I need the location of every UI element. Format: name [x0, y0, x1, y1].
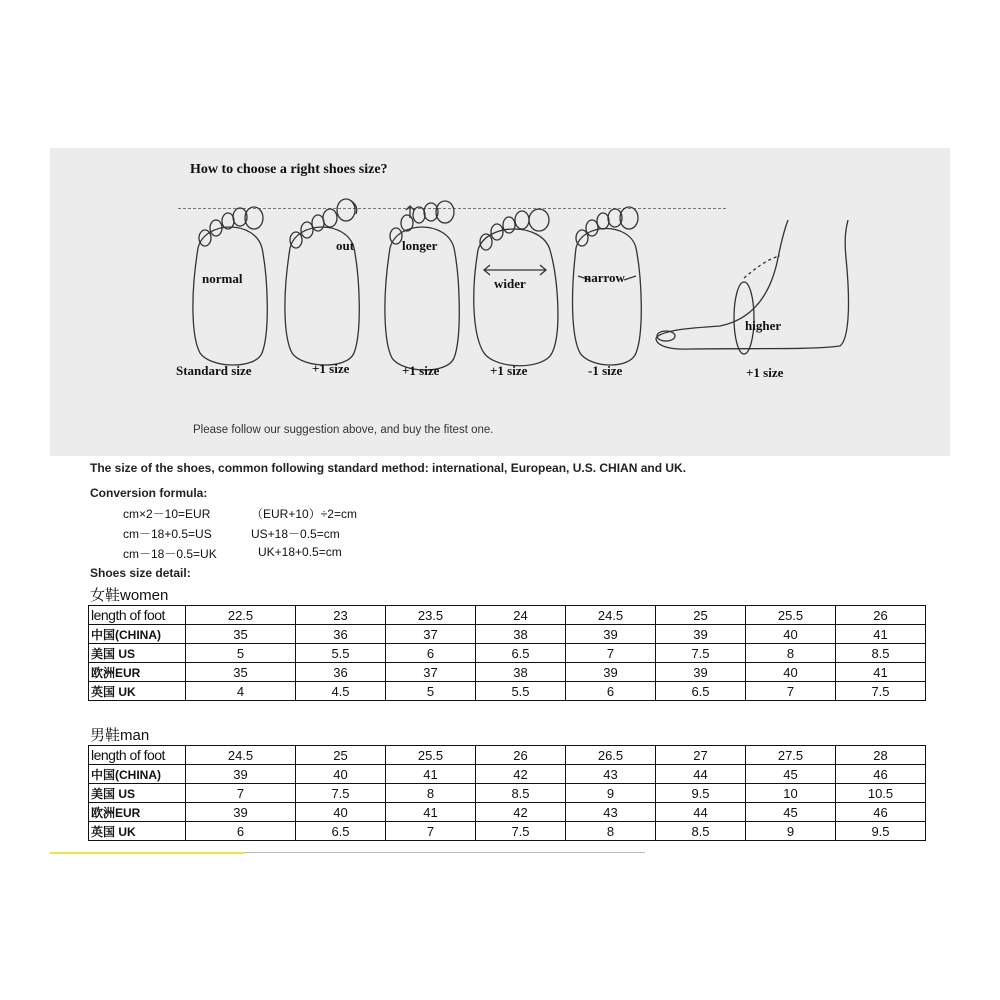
size-cell: 6 — [566, 682, 656, 701]
row-header: 中国(CHINA) — [89, 765, 186, 784]
size-cell: 4.5 — [296, 682, 386, 701]
size-cell: 40 — [296, 803, 386, 822]
toe-out-foot-icon — [285, 199, 359, 365]
size-cell: 25.5 — [746, 606, 836, 625]
row-header: 中国(CHINA) — [89, 625, 186, 644]
size-cell: 36 — [296, 663, 386, 682]
size-cell: 24.5 — [186, 746, 296, 765]
foot-size-wider: +1 size — [490, 363, 528, 378]
size-cell: 8.5 — [656, 822, 746, 841]
size-cell: 8 — [386, 784, 476, 803]
intro-text: The size of the shoes, common following standard method: international, European, U.S. CHIAN and UK. — [90, 461, 687, 475]
table-row — [89, 663, 926, 682]
size-cell: 45 — [746, 765, 836, 784]
foot-size-narrow: -1 size — [588, 363, 623, 378]
row-header: 欧洲EUR — [89, 803, 186, 822]
men-section-title: 男鞋man — [90, 727, 150, 744]
size-cell: 7 — [566, 644, 656, 663]
guide-title: How to choose a right shoes size? — [190, 162, 388, 177]
size-cell: 28 — [836, 746, 926, 765]
size-cell: 41 — [836, 663, 926, 682]
size-cell: 7.5 — [656, 644, 746, 663]
size-cell: 35 — [186, 625, 296, 644]
size-cell: 44 — [656, 765, 746, 784]
bottom-divider-line — [245, 852, 645, 853]
size-cell: 37 — [386, 663, 476, 682]
table-row — [89, 625, 926, 644]
size-cell: 5 — [186, 644, 296, 663]
size-cell: 22.5 — [186, 606, 296, 625]
size-cell: 26 — [476, 746, 566, 765]
size-cell: 10 — [746, 784, 836, 803]
foot-label-wider: wider — [494, 276, 526, 291]
women-table-body — [89, 606, 926, 701]
size-cell: 5.5 — [296, 644, 386, 663]
size-cell: 5 — [386, 682, 476, 701]
size-cell: 26 — [836, 606, 926, 625]
narrow-foot-icon — [573, 207, 642, 365]
size-cell: 6.5 — [476, 644, 566, 663]
formula-cm-to-us: cm－18+0.5=US — [123, 527, 212, 541]
size-cell: 46 — [836, 803, 926, 822]
size-cell: 4 — [186, 682, 296, 701]
size-cell: 7 — [386, 822, 476, 841]
size-cell: 23.5 — [386, 606, 476, 625]
women-section-title: 女鞋women — [90, 587, 169, 604]
size-cell: 25 — [296, 746, 386, 765]
size-cell: 8.5 — [476, 784, 566, 803]
size-cell: 24.5 — [566, 606, 656, 625]
size-cell: 7.5 — [836, 682, 926, 701]
table-row — [89, 644, 926, 663]
size-cell: 6.5 — [656, 682, 746, 701]
size-cell: 26.5 — [566, 746, 656, 765]
size-cell: 23 — [296, 606, 386, 625]
size-cell: 41 — [836, 625, 926, 644]
foot-label-longer: longer — [402, 238, 438, 253]
row-header: 欧洲EUR — [89, 663, 186, 682]
size-cell: 43 — [566, 765, 656, 784]
size-cell: 24 — [476, 606, 566, 625]
size-cell: 39 — [656, 625, 746, 644]
size-cell: 27.5 — [746, 746, 836, 765]
size-cell: 8 — [746, 644, 836, 663]
formula-cm-to-eur: cm×2－10=EUR — [123, 507, 211, 521]
longer-foot-icon — [385, 201, 459, 370]
size-cell: 27 — [656, 746, 746, 765]
size-cell: 39 — [566, 625, 656, 644]
formula-cm-to-uk: cm－18－0.5=UK — [123, 547, 217, 561]
foot-label-narrow: narrow — [584, 270, 625, 285]
formula-uk-to-cm: UK+18+0.5=cm — [258, 545, 342, 559]
table-row — [89, 803, 926, 822]
table-row — [89, 822, 926, 841]
size-cell: 9.5 — [836, 822, 926, 841]
guide-note: Please follow our suggestion above, and buy the fitest one. — [193, 424, 494, 436]
size-cell: 25 — [656, 606, 746, 625]
size-cell: 38 — [476, 663, 566, 682]
size-cell: 8 — [566, 822, 656, 841]
size-cell: 39 — [186, 803, 296, 822]
foot-size-out: +1 size — [312, 361, 350, 376]
size-cell: 36 — [296, 625, 386, 644]
foot-illustrations — [50, 148, 950, 456]
size-cell: 35 — [186, 663, 296, 682]
size-cell: 9 — [566, 784, 656, 803]
size-cell: 7 — [186, 784, 296, 803]
row-header: length of foot — [89, 606, 186, 625]
foot-size-higher: +1 size — [746, 365, 784, 380]
size-cell: 6 — [186, 822, 296, 841]
size-cell: 41 — [386, 803, 476, 822]
size-cell: 5.5 — [476, 682, 566, 701]
size-cell: 43 — [566, 803, 656, 822]
foot-label-higher: higher — [745, 318, 782, 333]
size-cell: 7 — [746, 682, 836, 701]
size-cell: 40 — [746, 663, 836, 682]
foot-label-out: out — [336, 238, 355, 253]
men-size-table — [88, 745, 926, 841]
size-cell: 10.5 — [836, 784, 926, 803]
foot-label-normal: normal — [202, 271, 243, 286]
size-cell: 45 — [746, 803, 836, 822]
size-cell: 46 — [836, 765, 926, 784]
size-cell: 6.5 — [296, 822, 386, 841]
row-header: 英国 UK — [89, 682, 186, 701]
formula-eur-to-cm: （EUR+10）÷2=cm — [251, 507, 357, 521]
size-guide-panel — [50, 148, 950, 456]
size-cell: 39 — [186, 765, 296, 784]
size-cell: 41 — [386, 765, 476, 784]
men-table-body — [89, 746, 926, 841]
size-cell: 9 — [746, 822, 836, 841]
size-cell: 42 — [476, 803, 566, 822]
size-cell: 40 — [296, 765, 386, 784]
size-cell: 40 — [746, 625, 836, 644]
size-cell: 37 — [386, 625, 476, 644]
size-cell: 42 — [476, 765, 566, 784]
table-row — [89, 784, 926, 803]
size-cell: 6 — [386, 644, 476, 663]
table-row — [89, 746, 926, 765]
size-cell: 8.5 — [836, 644, 926, 663]
size-cell: 39 — [566, 663, 656, 682]
row-header: 美国 US — [89, 784, 186, 803]
row-header: 英国 UK — [89, 822, 186, 841]
table-row — [89, 682, 926, 701]
women-size-table — [88, 605, 926, 701]
row-header: 美国 US — [89, 644, 186, 663]
size-cell: 44 — [656, 803, 746, 822]
size-cell: 7.5 — [296, 784, 386, 803]
size-cell: 39 — [656, 663, 746, 682]
foot-size-normal: Standard size — [176, 363, 252, 378]
size-cell: 7.5 — [476, 822, 566, 841]
formula-us-to-cm: US+18－0.5=cm — [251, 527, 340, 541]
foot-size-longer: +1 size — [402, 363, 440, 378]
size-cell: 25.5 — [386, 746, 476, 765]
table-row — [89, 606, 926, 625]
size-cell: 38 — [476, 625, 566, 644]
bottom-accent-line — [50, 852, 245, 854]
size-cell: 9.5 — [656, 784, 746, 803]
table-row — [89, 765, 926, 784]
conversion-title: Conversion formula: — [90, 486, 208, 500]
row-header: length of foot — [89, 746, 186, 765]
detail-title: Shoes size detail: — [90, 566, 191, 580]
